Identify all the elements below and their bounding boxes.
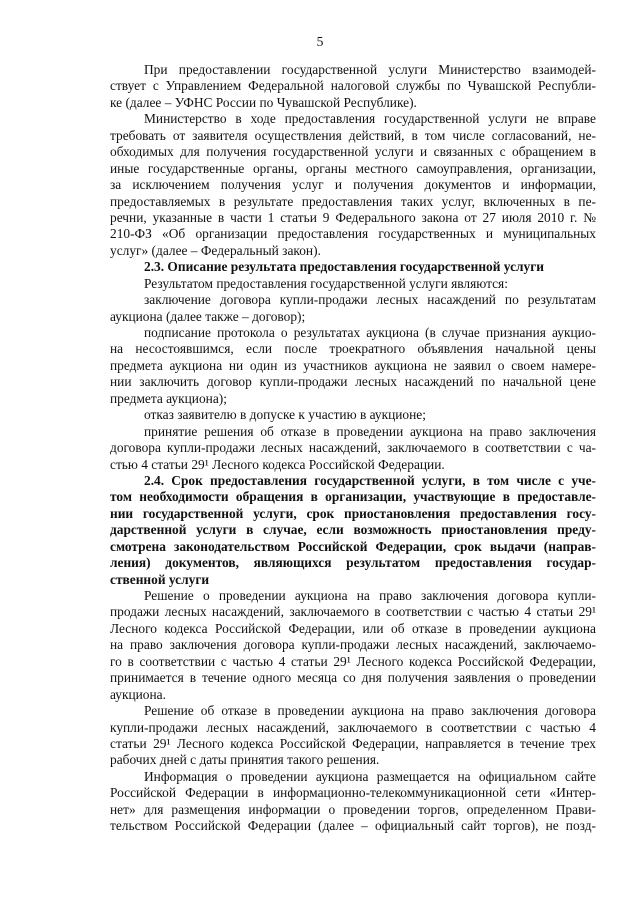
text-line: продажи лесных насаждений, заключаемого в соответствии с частью 4 статьи 29¹ bbox=[110, 604, 596, 620]
paragraph bbox=[110, 703, 596, 769]
paragraph bbox=[110, 111, 596, 259]
text-line: купли-продажи лесных насаждений, заключаемого в соответствии с частью 4 bbox=[110, 719, 596, 735]
text-line: аукциона (далее также – договор); bbox=[110, 308, 306, 324]
text-line: Результатом предоставления государственной услуги являются: bbox=[144, 275, 508, 291]
text-line: услуг» (далее – Федеральный закон). bbox=[110, 242, 321, 258]
text-line: Информация о проведении аукциона размещается на официальном сайте bbox=[144, 768, 596, 784]
text-line: обходимых для получения государственной услуги и связанных с обращением в bbox=[110, 144, 596, 160]
text-line: принимается в течение одного месяца со дня получения заявления о проведении bbox=[110, 670, 596, 686]
text-line: стью 4 статьи 29¹ Лесного кодекса Российской Федерации. bbox=[110, 456, 445, 472]
text-line: ления) документов, являющихся результатом предоставления государ- bbox=[110, 555, 596, 571]
page-number: 5 bbox=[316, 34, 324, 49]
text-line: том необходимости обращения в организации, участвующие в предоставле- bbox=[110, 489, 596, 505]
paragraph bbox=[110, 292, 596, 325]
text-line: на право заключения договора купли-продажи лесных насаждений, заключаемо- bbox=[110, 637, 596, 653]
paragraph bbox=[110, 62, 596, 111]
text-line: за исключением получения услуг и получения документов и информации, bbox=[110, 177, 596, 193]
text-line: ке (далее – УФНС России по Чувашской Республике). bbox=[110, 94, 417, 110]
paragraph bbox=[110, 276, 596, 292]
text-line: нии государственной услуги, срок приостановления предоставления госу- bbox=[110, 505, 596, 521]
text-line: ственной услуги bbox=[110, 571, 210, 587]
text-line: договора купли-продажи лесных насаждений, заключаемого в соответствии с ча- bbox=[110, 440, 596, 456]
text-line: 210-ФЗ «Об организации предоставления государственных и муниципальных bbox=[110, 226, 596, 242]
text-line: Лесного кодекса Российской Федерации, или об отказе в проведении аукциона bbox=[110, 620, 596, 636]
text-line: ствует с Управлением Федеральной налоговой службы по Чувашской Республи- bbox=[110, 78, 596, 94]
text-line: рабочих дней с даты принятия такого решения. bbox=[110, 752, 380, 768]
text-line: нет» для размещения информации о проведении торгов, определенном Прави- bbox=[110, 801, 596, 817]
text-line: отказ заявителю в допуске к участию в аукционе; bbox=[144, 407, 426, 423]
document-body bbox=[110, 62, 596, 835]
paragraph bbox=[110, 407, 596, 423]
text-line: го в соответствии с частью 4 статьи 29¹ Лесного кодекса Российской Федерации, bbox=[110, 653, 596, 669]
text-line: 2.3. Описание результата предоставления государственной услуги bbox=[144, 259, 545, 275]
text-line: дарственной услуги в случае, если возможность приостановления преду- bbox=[110, 522, 596, 538]
text-line: аукциона. bbox=[110, 686, 166, 702]
text-line: подписание протокола о результатах аукциона (в случае признания аукцио- bbox=[144, 325, 596, 340]
paragraph bbox=[110, 325, 596, 407]
text-line: Министерство в ходе предоставления государственной услуги не вправе bbox=[144, 111, 596, 127]
text-line: заключение договора купли-продажи лесных насаждений по результатам bbox=[144, 292, 596, 308]
section-heading bbox=[110, 473, 596, 588]
text-line: Решение об отказе в проведении аукциона на право заключения договора bbox=[144, 703, 596, 719]
paragraph bbox=[110, 424, 596, 473]
text-line: требовать от заявителя осуществления действий, в том числе согласований, не- bbox=[110, 127, 596, 143]
paragraph bbox=[110, 769, 596, 835]
text-line: предоставляемых в результате предоставления таких услуг, включенных в пе- bbox=[110, 193, 596, 209]
text-line: принятие решения об отказе в проведении аукциона на право заключения bbox=[144, 423, 596, 439]
text-line: 2.4. Срок предоставления государственной услуги, в том числе с уче- bbox=[144, 472, 596, 488]
text-line: иные государственные органы, органы местного самоуправления, организации, bbox=[110, 160, 596, 176]
text-line: предмета аукциона); bbox=[110, 390, 227, 406]
text-line: предмета аукциона ни один из участников аукциона не заявил о своем намере- bbox=[110, 357, 596, 373]
text-line: Российской Федерации в информационно-телекоммуникационной сети «Интер- bbox=[110, 785, 596, 801]
text-line: на несостоявшимся, если после троекратного объявления начальной цены bbox=[110, 341, 596, 357]
text-line: При предоставлении государственной услуги Министерство взаимодей- bbox=[144, 62, 596, 77]
paragraph bbox=[110, 588, 596, 703]
section-heading bbox=[110, 259, 596, 275]
text-line: смотрена законодательством Российской Федерации, срок выдачи (направ- bbox=[110, 538, 596, 554]
text-line: нии заключить договор купли-продажи лесных насаждений по начальной цене bbox=[110, 374, 596, 390]
text-line: статьи 29¹ Лесного кодекса Российской Федерации, направляется в течение трех bbox=[110, 735, 596, 751]
text-line: речни, указанные в части 1 статьи 9 Федерального закона от 27 июля 2010 г. № bbox=[110, 209, 596, 225]
text-line: тельством Российской Федерации (далее – официальный сайт торгов), не позд- bbox=[110, 818, 596, 834]
text-line: Решение о проведении аукциона на право заключения договора купли- bbox=[144, 588, 596, 603]
